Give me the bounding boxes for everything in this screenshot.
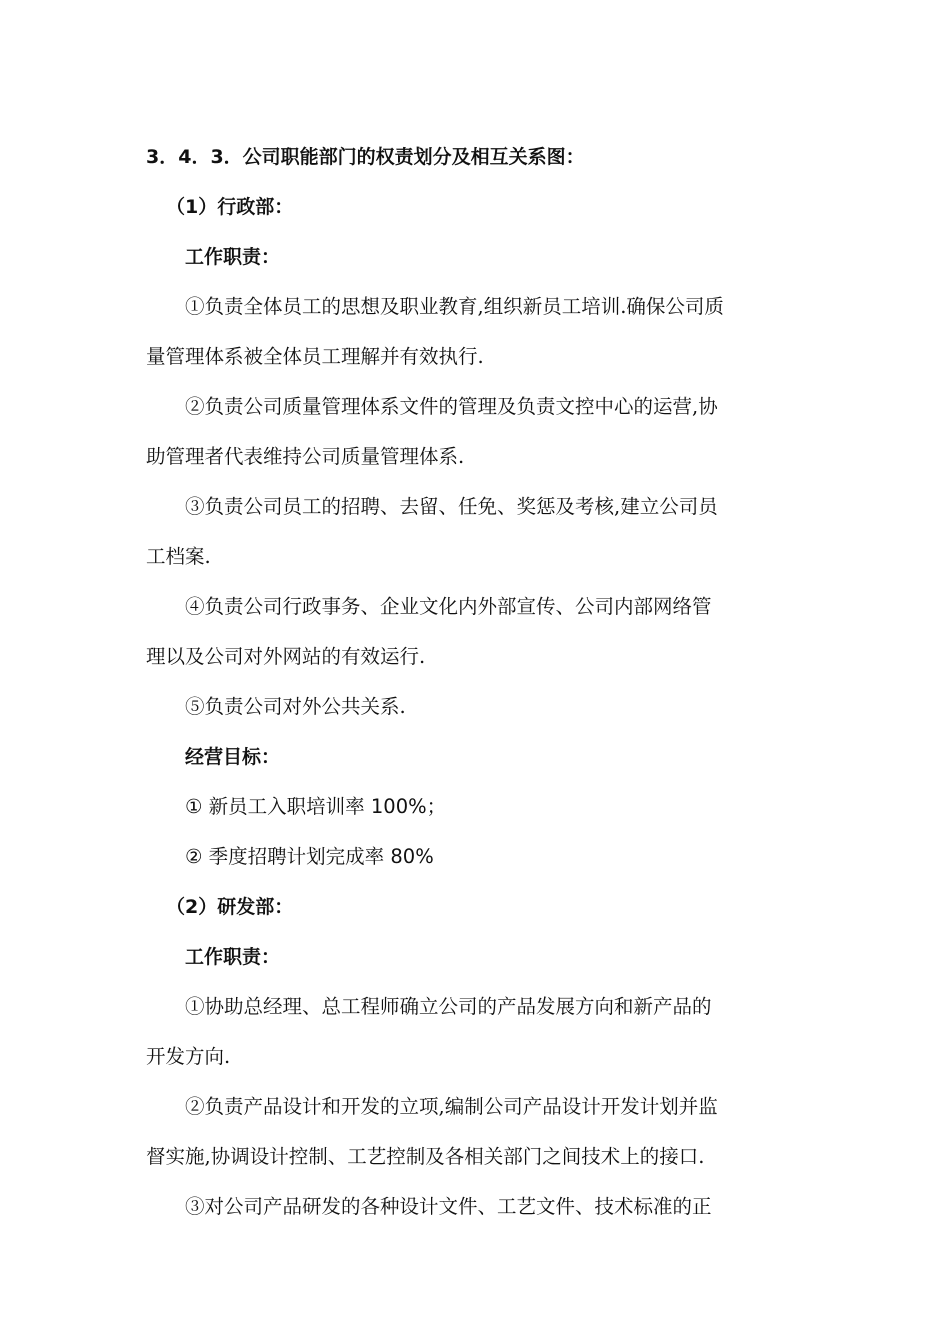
duty-item-line: ①协助总经理、总工程师确立公司的产品发展方向和新产品的 — [185, 995, 712, 1018]
duty-item-line: 开发方向. — [146, 1045, 231, 1068]
duty-item-line: ⑤负责公司对外公共关系. — [185, 695, 406, 718]
duty-item-line: ③对公司产品研发的各种设计文件、工艺文件、技术标准的正 — [185, 1195, 712, 1218]
duty-item-line: 督实施,协调设计控制、工艺控制及各相关部门之间技术上的接口. — [146, 1145, 705, 1168]
goal-item: ② 季度招聘计划完成率 80% — [185, 845, 434, 868]
duty-item-line: ②负责公司质量管理体系文件的管理及负责文控中心的运营,协 — [185, 395, 718, 418]
duty-item-line: 量管理体系被全体员工理解并有效执行. — [146, 345, 484, 368]
duty-item-line: ①负责全体员工的思想及职业教育,组织新员工培训.确保公司质 — [185, 295, 724, 318]
duty-item-line: 工档案. — [146, 545, 211, 568]
department-heading-rnd: （2）研发部： — [166, 896, 294, 918]
duty-item-line: 助管理者代表维持公司质量管理体系. — [146, 445, 465, 468]
department-heading-admin: （1）行政部： — [166, 196, 294, 218]
duty-item-line: 理以及公司对外网站的有效运行. — [146, 645, 426, 668]
duties-label: 工作职责： — [185, 946, 281, 968]
goal-item: ① 新员工入职培训率 100%； — [185, 795, 447, 818]
duties-label: 工作职责： — [185, 246, 281, 268]
goals-label: 经营目标： — [185, 746, 281, 768]
duty-item-line: ②负责产品设计和开发的立项,编制公司产品设计开发计划并监 — [185, 1095, 718, 1118]
section-title: 3．4．3．公司职能部门的权责划分及相互关系图： — [146, 146, 585, 168]
document-body — [146, 132, 808, 1232]
duty-item-line: ④负责公司行政事务、企业文化内外部宣传、公司内部网络管 — [185, 595, 712, 618]
duty-item-line: ③负责公司员工的招聘、去留、任免、奖惩及考核,建立公司员 — [185, 495, 718, 518]
